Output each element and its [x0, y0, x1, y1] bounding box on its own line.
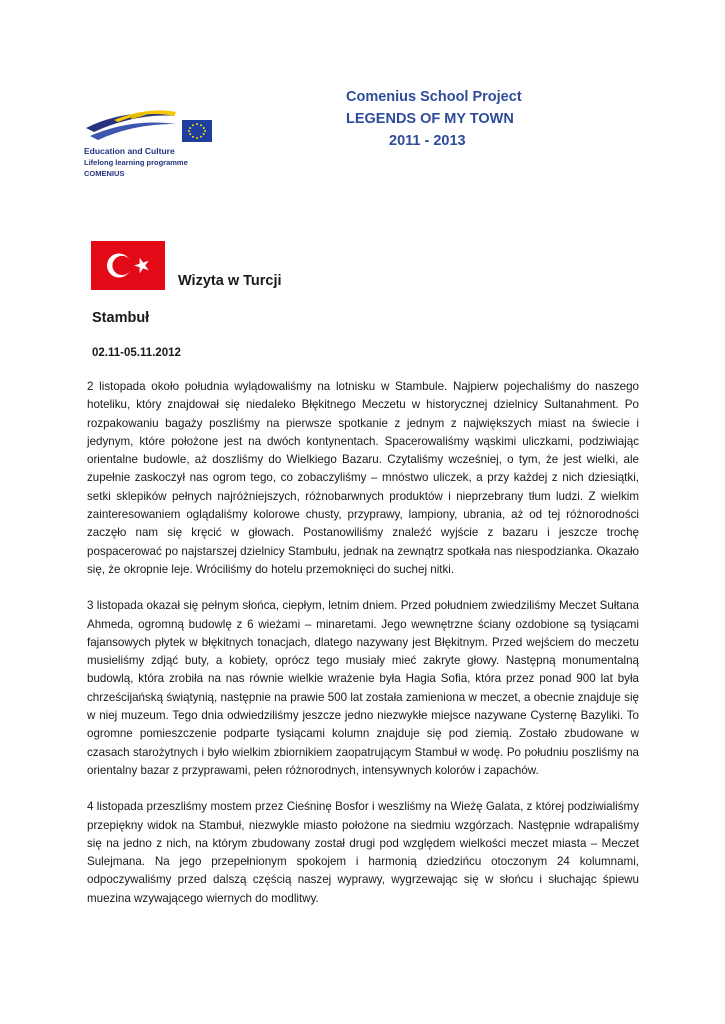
lifelong-learning-swoosh-icon — [84, 106, 224, 146]
logo-line-lifelong-learning: Lifelong learning programme — [84, 158, 188, 167]
project-title-block — [346, 86, 546, 152]
logo-line-comenius: COMENIUS — [84, 169, 125, 178]
eu-flag-icon — [182, 120, 212, 142]
visit-title: Wizyta w Turcji — [178, 273, 282, 289]
turkish-flag-icon — [91, 241, 165, 290]
project-title-line1: Comenius School Project — [346, 89, 522, 105]
eu-programme-logo — [84, 106, 224, 186]
project-years: 2011 - 2013 — [389, 133, 466, 149]
city-title: Stambuł — [92, 310, 150, 326]
paragraph-day-3: 4 listopada przeszliśmy mostem przez Cieśninę Bosfor i weszliśmy na Wieżę Galata, z której podziwialiśmy przepiękny widok na Stambuł, niezwykle miasto położone na siedmiu wzgórzach. Następnie wdrapaliśmy się na jedno z nich, na którym zbudowany został drugi pod względem wielkości meczet miasta – Meczet Sulejmana. Na jego przepełnionym spokojem i harmonią dziedzińcu otoczonym 24 kolumnami, odpoczywaliśmy przed dalszą częścią naszej wyprawy, wygrzewając się w słońcu i słuchając śpiewu muezina wzywającego wiernych do modlitwy. — [87, 800, 639, 905]
project-title-line2: LEGENDS OF MY TOWN — [346, 111, 514, 127]
paragraph-day-2: 3 listopada okazał się pełnym słońca, ciepłym, letnim dniem. Przed południem zwiedziliśmy Meczet Sułtana Ahmeda, ogromną budowlę z 6 wieżami – minaretami. Jego wewnętrzne ściany ozdobione są tysiącami fajansowych płytek w błękitnych tonacjach, dlatego nazywany jest Błękitnym. Przed wejściem do meczetu musieliśmy zdjąć buty, a kobiety, oprócz tego musiały mieć zakryte głowy. Następną monumentalną budowlą, która zrobiła na nas równie wielkie wrażenie była Hagia Sofia, która przez ponad 900 lat była chrześcijańską świątynią, następnie na prawie 500 lat została zamieniona w meczet, a obecnie znajduje się w niej muzeum. Tego dnia odwiedziliśmy jeszcze jedno niezwykłe miejsce nazywane Cysternę Bazyliki. To ogromne pomieszczenie podparte tysiącami kolumn znajduje się pod ziemią. Zostało zbudowane w czasach starożytnych i było wielkim zbiornikiem zaopatrującym Stambuł w wodę. Po południu poszliśmy na orientalny bazar z przyprawami, pełen różnorodnych, intensywnych kolorów i zapachów. — [87, 599, 639, 777]
paragraph-day-1: 2 listopada około południa wylądowaliśmy na lotnisku w Stambule. Najpierw pojechaliśmy do naszego hoteliku, który znajdował się niedaleko Błękitnego Meczetu w historycznej dzielnicy Sultanahment. Po rozpakowaniu bagaży poszliśmy na pierwsze spotkanie z jednym z największych miast na świecie i jedynym, które położone jest na dwóch kontynentach. Spacerowaliśmy wąskimi uliczkami, podziwiając orientalne budowle, aż doszliśmy do Wielkiego Bazaru. Czytaliśmy wcześniej, o tym, że jest wielki, ale zupełnie zaskoczył nas ogrom tego, co zobaczyliśmy – mnóstwo uliczek, a przy każdej z nich dziesiątki, setki sklepików pełnych najróżniejszych, różnobarwnych produktów i nieprzebrany tłum ludzi. Z wielkim zainteresowaniem oglądaliśmy kolorowe chusty, przyprawy, lampiony, ubrania, aż od tej różnorodności zaczęło nam się kręcić w głowach. Postanowiliśmy znaleźć wyjście z bazaru i jeszcze trochę pospacerować po najstarszej dzielnicy Stambułu, jednak na zewnątrz spotkała nas niespodzianka. Okazało się, że okropnie leje. Wróciliśmy do hotelu przemoknięci do suchej nitki. — [87, 380, 639, 576]
logo-line-education-culture: Education and Culture — [84, 146, 175, 156]
article-body — [87, 378, 639, 926]
date-range: 02.11-05.11.2012 — [92, 347, 181, 359]
